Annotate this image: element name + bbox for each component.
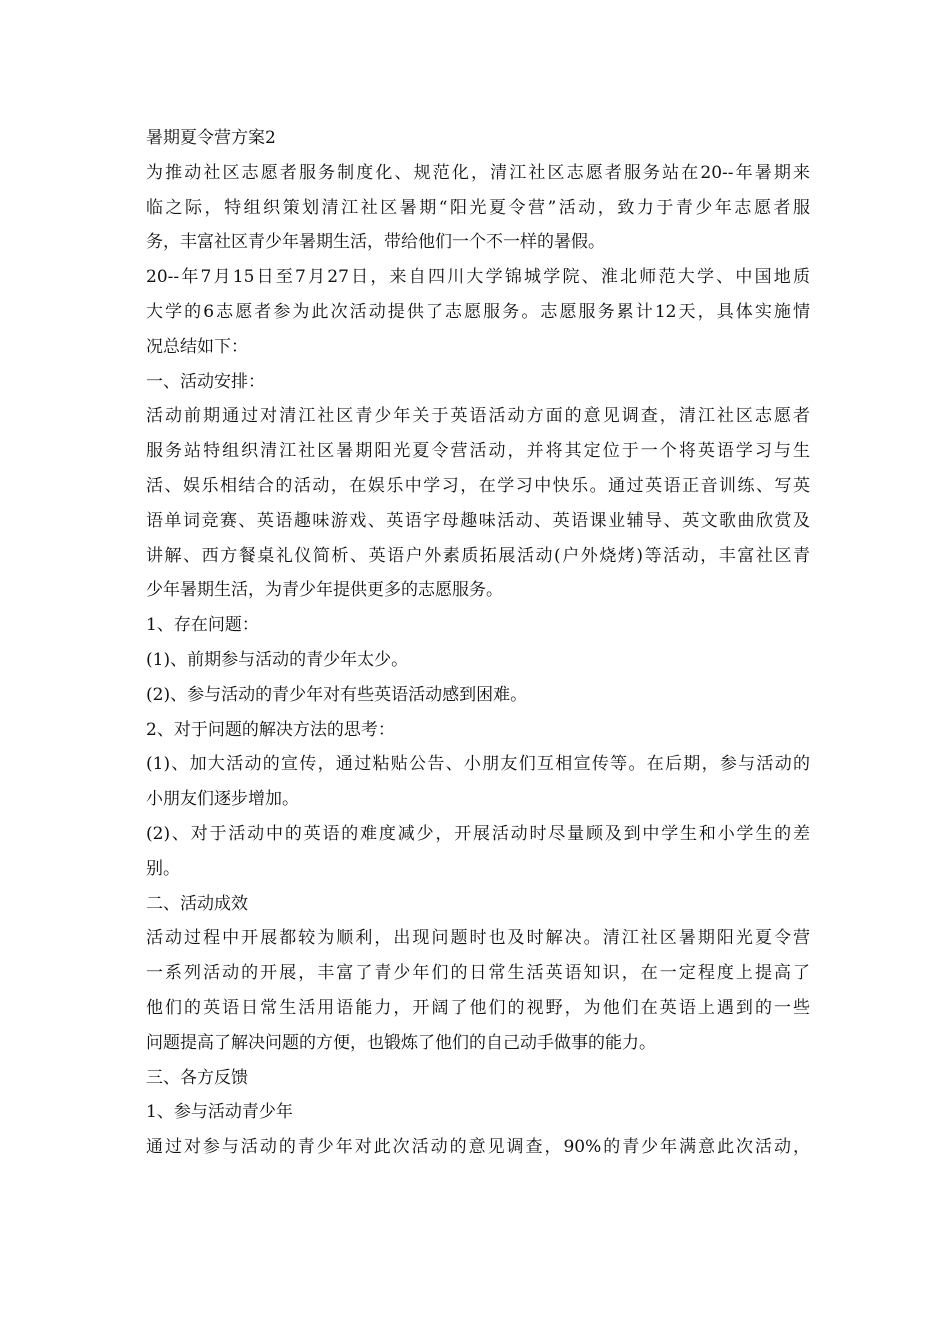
- text-line: 少年暑期生活，为青少年提供更多的志愿服务。: [146, 580, 503, 601]
- text-line: 20--年7月15日至7月27日，来自四川大学锦城学院、淮北师范大学、中国地质: [146, 267, 810, 288]
- text-line: 活动前期通过对清江社区青少年关于英语活动方面的意见调查，清江社区志愿者: [146, 406, 810, 427]
- text-line: 活动过程中开展都较为顺利，出现问题时也及时解决。清江社区暑期阳光夏令营: [146, 928, 810, 949]
- text-line: 大学的6志愿者参为此次活动提供了志愿服务。志愿服务累计12天，具体实施情: [146, 301, 810, 322]
- text-line: 通过对参与活动的青少年对此次活动的意见调查，90%的青少年满意此次活动，: [146, 1137, 810, 1158]
- text-line: 一、活动安排：: [146, 371, 265, 392]
- text-line: 2、对于问题的解决方法的思考：: [146, 719, 395, 740]
- text-line: (1)、加大活动的宣传，通过粘贴公告、小朋友们互相宣传等。在后期，参与活动的: [146, 754, 810, 775]
- text-line: 讲解、西方餐桌礼仪简析、英语户外素质拓展活动(户外烧烤)等活动，丰富社区青: [146, 545, 810, 566]
- document-title: 暑期夏令营方案2: [146, 128, 276, 148]
- text-line: 一系列活动的开展，丰富了青少年们的日常生活英语知识，在一定程度上提高了: [146, 963, 810, 984]
- text-line: 问题提高了解决问题的方便，也锻炼了他们的自己动手做事的能力。: [146, 1032, 656, 1053]
- text-line: 务，丰富社区青少年暑期生活，带给他们一个不一样的暑假。: [146, 232, 605, 253]
- text-line: (1)、前期参与活动的青少年太少。: [146, 649, 409, 670]
- text-line: 1、存在问题：: [146, 615, 259, 636]
- text-line: 服务站特组织清江社区暑期阳光夏令营活动，并将其定位于一个将英语学习与生: [146, 441, 810, 462]
- text-line: (2)、参与活动的青少年对有些英语活动感到困难。: [146, 684, 528, 705]
- text-line: 他们的英语日常生活用语能力，开阔了他们的视野，为他们在英语上遇到的一些: [146, 997, 810, 1018]
- text-line: 1、参与活动青少年: [146, 1102, 293, 1123]
- text-line: (2)、对于活动中的英语的难度减少，开展活动时尽量顾及到中学生和小学生的差: [146, 823, 810, 844]
- text-line: 别。: [146, 858, 180, 879]
- text-line: 临之际，特组织策划清江社区暑期“阳光夏令营”活动，致力于青少年志愿者服: [146, 197, 810, 218]
- text-line: 况总结如下：: [146, 336, 248, 357]
- text-line: 小朋友们逐步增加。: [146, 789, 299, 810]
- document-body: [146, 121, 810, 1165]
- text-line: 活、娱乐相结合的活动，在娱乐中学习，在学习中快乐。通过英语正音训练、写英: [146, 475, 810, 496]
- text-line: 三、各方反馈: [146, 1067, 248, 1088]
- text-line: 语单词竞赛、英语趣味游戏、英语字母趣味活动、英语课业辅导、英文歌曲欣赏及: [146, 510, 810, 531]
- text-line: 二、活动成效: [146, 893, 248, 914]
- text-line: 为推动社区志愿者服务制度化、规范化，清江社区志愿者服务站在20--年暑期来: [146, 162, 810, 183]
